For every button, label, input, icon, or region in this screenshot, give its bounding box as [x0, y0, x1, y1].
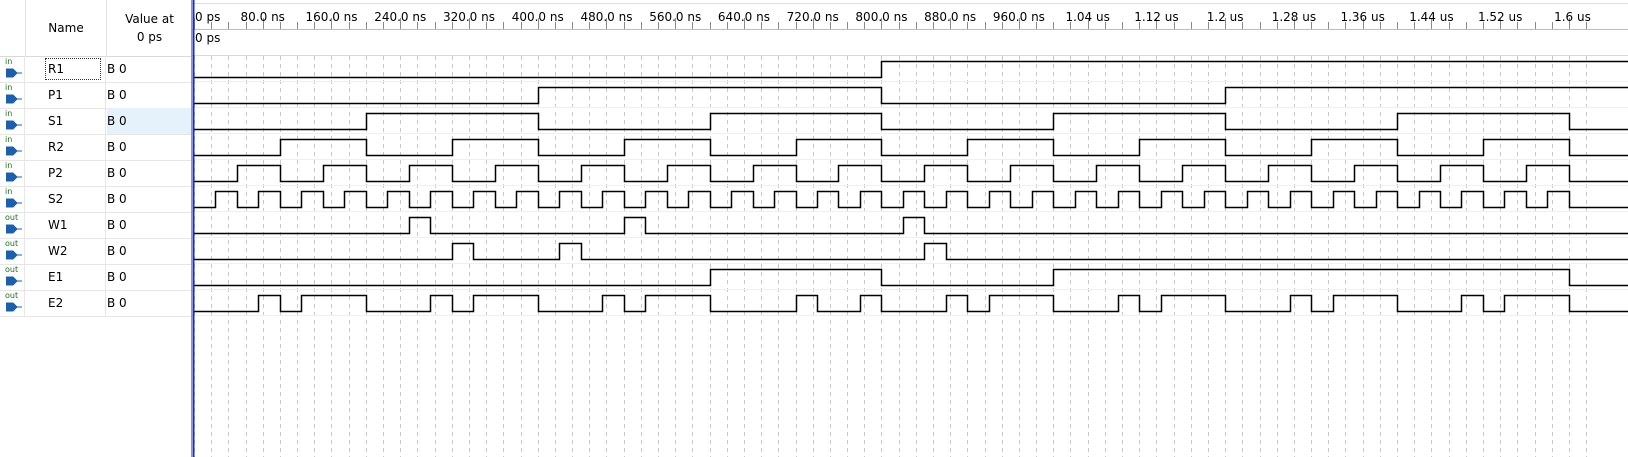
time-tick-label: 720.0 ns — [786, 10, 839, 24]
time-tick-label: 1.12 us — [1134, 10, 1179, 24]
time-tick-label: 880.0 ns — [924, 10, 977, 24]
icon-column-header — [0, 0, 26, 57]
time-tick-label: 1.28 us — [1271, 10, 1317, 24]
time-tick-label: 0 ps — [195, 10, 221, 24]
waveform-e2[interactable] — [194, 296, 1628, 312]
waveform-w2[interactable] — [194, 244, 1628, 260]
pin-type-label: in — [5, 57, 13, 66]
pin-type-label: out — [5, 291, 19, 300]
cursor-time-label: 0 ps — [195, 31, 221, 45]
input-pin-icon — [0, 56, 25, 82]
waveform-w1[interactable] — [194, 218, 1628, 234]
time-tick-label: 1.52 us — [1477, 10, 1523, 24]
signal-list-panel — [0, 0, 193, 457]
value-column-label-line2: 0 ps — [136, 30, 163, 44]
pin-type-label: in — [5, 83, 13, 92]
waveform-p2[interactable] — [194, 166, 1628, 182]
pin-type-label: in — [5, 135, 13, 144]
signal-name: S1 — [25, 108, 106, 134]
signal-row-p2[interactable] — [0, 160, 192, 187]
pin-type-label: out — [5, 213, 19, 222]
signal-row-e2[interactable] — [0, 290, 192, 317]
signal-value: B 0 — [107, 62, 127, 76]
signal-value: B 0 — [107, 166, 127, 180]
input-pin-icon — [0, 186, 25, 212]
signal-value: B 0 — [107, 218, 127, 232]
value-column-header[interactable] — [107, 0, 192, 57]
waveform-s2[interactable] — [194, 192, 1628, 208]
signal-name: P1 — [25, 82, 106, 108]
time-tick-label: 240.0 ns — [374, 10, 427, 24]
signal-value: B 0 — [107, 244, 127, 258]
signal-row-w1[interactable] — [0, 212, 192, 239]
input-pin-icon — [0, 134, 25, 160]
pin-arrow-icon — [6, 146, 22, 156]
signal-row-e1[interactable] — [0, 264, 192, 291]
pin-arrow-icon — [6, 250, 22, 260]
time-tick-label: 960.0 ns — [992, 10, 1045, 24]
pin-arrow-icon — [6, 68, 22, 78]
pin-arrow-icon — [6, 120, 22, 130]
time-tick-label: 400.0 ns — [511, 10, 564, 24]
pin-arrow-icon — [6, 198, 22, 208]
signal-row-p1[interactable] — [0, 82, 192, 109]
input-pin-icon — [0, 82, 25, 108]
time-tick-label: 1.44 us — [1409, 10, 1454, 24]
time-tick-label: 480.0 ns — [580, 10, 633, 24]
signal-row-r1[interactable] — [0, 56, 192, 83]
signal-row-s2[interactable] — [0, 186, 192, 213]
input-pin-icon — [0, 108, 25, 134]
waveform-canvas[interactable] — [191, 0, 1628, 457]
time-tick-label: 560.0 ns — [649, 10, 702, 24]
pin-arrow-icon — [6, 172, 22, 182]
signal-name: W2 — [25, 238, 106, 264]
waveform-r2[interactable] — [194, 140, 1628, 156]
value-column-label-line1: Value at — [125, 12, 174, 26]
waveform-e1[interactable] — [194, 270, 1628, 286]
signal-row-s1[interactable] — [0, 108, 192, 135]
pin-type-label: out — [5, 239, 19, 248]
input-pin-icon — [0, 160, 25, 186]
pin-type-label: in — [5, 187, 13, 196]
pin-arrow-icon — [6, 224, 22, 234]
signal-name: E2 — [25, 290, 106, 316]
time-tick-label: 320.0 ns — [442, 10, 495, 24]
time-tick-label: 1.04 us — [1065, 10, 1110, 24]
signal-name: S2 — [25, 186, 106, 212]
time-tick-label: 640.0 ns — [717, 10, 770, 24]
pin-type-label: in — [5, 109, 13, 118]
pin-type-label: out — [5, 265, 19, 274]
pin-arrow-icon — [6, 94, 22, 104]
signal-name: R1 — [25, 56, 106, 82]
signal-value: B 0 — [107, 88, 127, 102]
signal-row-r2[interactable] — [0, 134, 192, 161]
time-tick-label: 1.36 us — [1340, 10, 1385, 24]
name-column-header[interactable] — [26, 0, 107, 57]
waveform-s1[interactable] — [194, 114, 1628, 130]
signal-name: E1 — [25, 264, 106, 290]
waveform-p1[interactable] — [194, 88, 1628, 104]
output-pin-icon — [0, 290, 25, 316]
signal-name: W1 — [25, 212, 106, 238]
signal-name: P2 — [25, 160, 106, 186]
signal-value: B 0 — [107, 140, 127, 154]
signal-value: B 0 — [107, 108, 192, 134]
output-pin-icon — [0, 212, 25, 238]
output-pin-icon — [0, 238, 25, 264]
signal-value: B 0 — [107, 270, 127, 284]
signal-name: R2 — [25, 134, 106, 160]
pin-arrow-icon — [6, 302, 22, 312]
time-tick-label: 1.2 us — [1206, 10, 1244, 24]
time-tick-label: 1.6 us — [1554, 10, 1591, 24]
time-tick-label: 80.0 ns — [240, 10, 285, 24]
output-pin-icon — [0, 264, 25, 290]
pin-type-label: in — [5, 161, 13, 170]
pin-arrow-icon — [6, 276, 22, 286]
signal-row-w2[interactable] — [0, 238, 192, 265]
signal-value: B 0 — [107, 192, 127, 206]
signal-value: B 0 — [107, 296, 127, 310]
time-tick-label: 800.0 ns — [855, 10, 908, 24]
name-column-label: Name — [48, 21, 84, 35]
waveform-r1[interactable] — [194, 62, 1628, 78]
time-tick-label: 160.0 ns — [305, 10, 358, 24]
